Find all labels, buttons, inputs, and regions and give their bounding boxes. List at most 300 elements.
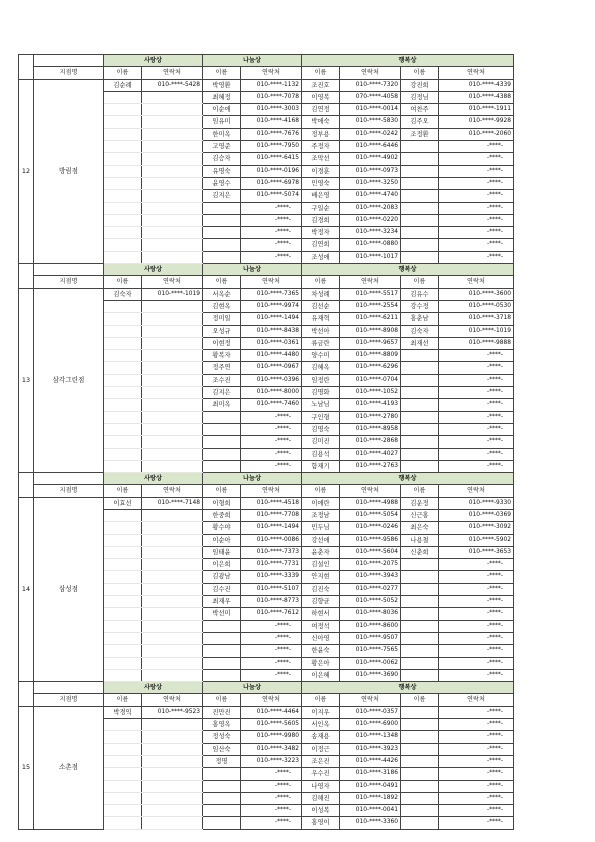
haengbok1-winner-name: 차성례 (302, 288, 340, 300)
name-column-header: 이름 (104, 276, 142, 288)
nanum-winner-phone: -****- (241, 620, 302, 632)
sarang-winner-phone (142, 251, 203, 263)
nanum-winner-name: 윤영수 (203, 177, 241, 189)
sarang-winner-phone (142, 448, 203, 460)
haengbok2-winner-phone: -****- (439, 362, 514, 374)
sarang-winner-name (104, 817, 142, 829)
sarang-winner-name (104, 743, 142, 755)
nanum-winner-name: 이현정 (203, 337, 241, 349)
name-column-header: 이름 (401, 276, 439, 288)
haengbok1-winner-name: 조정남 (302, 509, 340, 521)
sarang-winner-phone (142, 165, 203, 177)
haengbok2-winner-phone: -****- (439, 214, 514, 226)
haengbok2-winner-name (401, 177, 439, 189)
nanum-winner-phone: 010-****-0361 (241, 337, 302, 349)
nanum-winner-name (203, 817, 241, 829)
haengbok1-winner-phone: 010-****-6211 (340, 313, 401, 325)
haengbok1-winner-name: 조성애 (302, 251, 340, 263)
haengbok2-winner-phone: 010-****-9330 (439, 497, 514, 509)
haengbok1-winner-phone: 010-****-8958 (340, 423, 401, 435)
nanum-winner-name (203, 780, 241, 792)
award-contact-sheet (18, 54, 513, 830)
group-haengbok: 행복상 (302, 55, 514, 67)
haengbok1-winner-phone: 010-****-2083 (340, 202, 401, 214)
nanum-winner-phone: 010-****-1494 (241, 313, 302, 325)
nanum-winner-phone: -****- (241, 436, 302, 448)
sarang-winner-phone (142, 645, 203, 657)
phone-column-header: 연락처 (439, 694, 514, 706)
haengbok1-winner-name: 박애숙 (302, 116, 340, 128)
sarang-winner-name (104, 190, 142, 202)
sarang-winner-phone: 010-****-5428 (142, 79, 203, 91)
sarang-winner-name: 박경익 (104, 706, 142, 718)
haengbok1-winner-phone: 010-****-0357 (340, 706, 401, 718)
sarang-winner-phone (142, 202, 203, 214)
table-row (19, 497, 514, 509)
nanum-winner-phone: -****- (241, 669, 302, 681)
nanum-winner-name: 한미옥 (203, 128, 241, 140)
haengbok1-winner-phone: 010-****-8036 (340, 608, 401, 620)
nanum-winner-name: 이순아 (203, 534, 241, 546)
sarang-winner-name (104, 669, 142, 681)
nanum-winner-phone: -****- (241, 227, 302, 239)
haengbok2-winner-name (401, 669, 439, 681)
haengbok2-winner-name: 최은숙 (401, 522, 439, 534)
haengbok1-winner-phone: 010-****-2554 (340, 300, 401, 312)
haengbok2-winner-phone: -****- (439, 350, 514, 362)
haengbok1-winner-name: 김명화 (302, 387, 340, 399)
haengbok2-winner-name (401, 608, 439, 620)
haengbok1-winner-name: 정부용 (302, 128, 340, 140)
haengbok2-winner-phone: 010-****-4339 (439, 79, 514, 91)
sarang-winner-name: 김숙자 (104, 288, 142, 300)
haengbok2-winner-phone: -****- (439, 792, 514, 804)
phone-column-header: 연락처 (241, 485, 302, 497)
nanum-winner-phone: 010-****-7373 (241, 546, 302, 558)
nanum-winner-phone: 010-****-0086 (241, 534, 302, 546)
sarang-winner-name (104, 522, 142, 534)
sarang-winner-name (104, 792, 142, 804)
haengbok2-winner-name: 김정님 (401, 91, 439, 103)
nanum-winner-phone: 010-****-7950 (241, 141, 302, 153)
branch-name: 삼성점 (34, 497, 104, 681)
nanum-winner-phone: -****- (241, 423, 302, 435)
haengbok1-winner-phone: 010-****-4193 (340, 399, 401, 411)
haengbok2-winner-phone: 010-****-4388 (439, 91, 514, 103)
sarang-winner-phone (142, 559, 203, 571)
nanum-winner-phone: 010-****-0196 (241, 165, 302, 177)
sarang-winner-name (104, 719, 142, 731)
haengbok2-winner-name (401, 596, 439, 608)
haengbok2-winner-phone: -****- (439, 460, 514, 472)
nanum-winner-name (203, 411, 241, 423)
nanum-winner-name: 김지은 (203, 190, 241, 202)
phone-column-header: 연락처 (142, 694, 203, 706)
nanum-winner-name: 이순애 (203, 104, 241, 116)
haengbok2-winner-phone: -****- (439, 768, 514, 780)
phone-column-header: 연락처 (241, 276, 302, 288)
haengbok1-winner-phone: 010-****-3923 (340, 743, 401, 755)
table-row (19, 706, 514, 718)
sarang-winner-name (104, 300, 142, 312)
haengbok2-winner-phone: 010-****-3718 (439, 313, 514, 325)
haengbok2-winner-phone: -****- (439, 706, 514, 718)
haengbok2-winner-name (401, 620, 439, 632)
sarang-winner-phone (142, 731, 203, 743)
haengbok2-winner-name: 김숙자 (401, 325, 439, 337)
haengbok2-winner-name (401, 448, 439, 460)
sarang-winner-name: 이효선 (104, 497, 142, 509)
haengbok2-winner-phone: -****- (439, 755, 514, 767)
sarang-winner-name (104, 448, 142, 460)
nanum-winner-name: 김현옥 (203, 300, 241, 312)
sarang-winner-name (104, 657, 142, 669)
column-header-row (19, 67, 514, 79)
nanum-winner-phone: -****- (241, 792, 302, 804)
award-group-header-row (19, 682, 514, 694)
haengbok1-winner-phone: 010-****-8600 (340, 620, 401, 632)
haengbok1-winner-phone: 010-****-3186 (340, 768, 401, 780)
haengbok2-winner-phone: -****- (439, 817, 514, 829)
branch-blank-cell (34, 55, 104, 67)
sarang-winner-phone (142, 141, 203, 153)
haengbok2-winner-name (401, 190, 439, 202)
branch-name: 방림점 (34, 79, 104, 263)
haengbok1-winner-phone: 010-****-7565 (340, 645, 401, 657)
section-number: 12 (19, 79, 34, 263)
haengbok2-winner-name (401, 387, 439, 399)
sarang-winner-name (104, 583, 142, 595)
haengbok2-winner-phone: -****- (439, 423, 514, 435)
nanum-winner-phone: 010-****-7460 (241, 399, 302, 411)
haengbok1-winner-name: 김경희 (302, 214, 340, 226)
sarang-winner-phone (142, 583, 203, 595)
haengbok1-winner-phone: 010-****-1348 (340, 731, 401, 743)
table-row (19, 79, 514, 91)
sarang-winner-name (104, 177, 142, 189)
nanum-winner-phone: 010-****-9974 (241, 300, 302, 312)
haengbok1-winner-name: 박선아 (302, 325, 340, 337)
haengbok1-winner-name: 송재용 (302, 731, 340, 743)
name-column-header: 이름 (302, 276, 340, 288)
haengbok2-winner-phone: -****- (439, 387, 514, 399)
haengbok2-winner-name (401, 350, 439, 362)
haengbok1-winner-name: 김해진 (302, 792, 340, 804)
haengbok1-winner-name: 이성복 (302, 805, 340, 817)
haengbok1-winner-name: 여정석 (302, 620, 340, 632)
haengbok2-winner-name (401, 399, 439, 411)
sarang-winner-phone (142, 608, 203, 620)
haengbok1-winner-phone: 010-****-0062 (340, 657, 401, 669)
sarang-winner-phone (142, 460, 203, 472)
haengbok2-winner-name (401, 805, 439, 817)
haengbok2-winner-name: 강진희 (401, 79, 439, 91)
column-header-row (19, 694, 514, 706)
sarang-winner-phone (142, 546, 203, 558)
sarang-winner-name (104, 116, 142, 128)
nanum-winner-phone: -****- (241, 411, 302, 423)
sarang-winner-name (104, 423, 142, 435)
nanum-winner-name: 김승자 (203, 153, 241, 165)
nanum-winner-name (203, 792, 241, 804)
sarang-winner-phone (142, 632, 203, 644)
haengbok2-winner-phone: -****- (439, 669, 514, 681)
nanum-winner-name: 서옥순 (203, 288, 241, 300)
haengbok1-winner-phone: 010-****-2075 (340, 559, 401, 571)
haengbok1-winner-phone: 010-****-5830 (340, 116, 401, 128)
haengbok1-winner-phone: 010-****-3360 (340, 817, 401, 829)
haengbok1-winner-name: 안지현 (302, 571, 340, 583)
sarang-winner-name (104, 153, 142, 165)
haengbok2-winner-name (401, 706, 439, 718)
number-blank-cell (19, 55, 34, 80)
name-column-header: 이름 (401, 67, 439, 79)
haengbok2-winner-phone: -****- (439, 436, 514, 448)
nanum-winner-phone: -****- (241, 251, 302, 263)
haengbok2-winner-phone: -****- (439, 190, 514, 202)
nanum-winner-name: 최혜정 (203, 91, 241, 103)
haengbok1-winner-phone: 010-****-0491 (340, 780, 401, 792)
nanum-winner-name: 조수진 (203, 374, 241, 386)
haengbok1-winner-phone: 010-****-2780 (340, 411, 401, 423)
haengbok1-winner-name: 임정란 (302, 374, 340, 386)
nanum-winner-phone: 010-****-8438 (241, 325, 302, 337)
nanum-winner-phone: 010-****-1494 (241, 522, 302, 534)
nanum-winner-phone: 010-****-5107 (241, 583, 302, 595)
haengbok2-winner-name (401, 239, 439, 251)
haengbok2-winner-phone: -****- (439, 399, 514, 411)
sarang-winner-phone (142, 362, 203, 374)
sarang-winner-phone (142, 792, 203, 804)
nanum-winner-name (203, 632, 241, 644)
nanum-winner-phone: 010-****-1132 (241, 79, 302, 91)
nanum-winner-name (203, 669, 241, 681)
haengbok2-winner-phone: 010-****-9928 (439, 116, 514, 128)
haengbok2-winner-name: 신근홍 (401, 509, 439, 521)
sarang-winner-phone (142, 817, 203, 829)
haengbok2-winner-phone: -****- (439, 141, 514, 153)
haengbok2-winner-name (401, 559, 439, 571)
sarang-winner-name (104, 325, 142, 337)
haengbok2-winner-phone: -****- (439, 596, 514, 608)
award-group-header-row (19, 264, 514, 276)
nanum-winner-phone: 010-****-0396 (241, 374, 302, 386)
haengbok1-winner-phone: 010-****-3234 (340, 227, 401, 239)
nanum-winner-phone: 010-****-8773 (241, 596, 302, 608)
haengbok2-winner-name (401, 632, 439, 644)
haengbok1-winner-name: 김미진 (302, 436, 340, 448)
haengbok1-winner-phone: 010-****-5604 (340, 546, 401, 558)
haengbok2-winner-name: 나용철 (401, 534, 439, 546)
phone-column-header: 연락처 (439, 67, 514, 79)
haengbok1-winner-name: 이애란 (302, 497, 340, 509)
nanum-winner-phone: 010-****-3482 (241, 743, 302, 755)
nanum-winner-phone: -****- (241, 657, 302, 669)
sarang-winner-name (104, 780, 142, 792)
haengbok1-winner-phone: 010-****-4426 (340, 755, 401, 767)
sarang-winner-phone (142, 411, 203, 423)
sarang-winner-phone (142, 620, 203, 632)
haengbok2-winner-phone: -****- (439, 743, 514, 755)
haengbok1-winner-name: 홍영이 (302, 817, 340, 829)
group-nanum: 나눔상 (203, 264, 302, 276)
column-header-row (19, 485, 514, 497)
haengbok2-winner-name (401, 423, 439, 435)
haengbok1-winner-name: 구인형 (302, 411, 340, 423)
name-column-header: 이름 (104, 485, 142, 497)
haengbok2-winner-name (401, 214, 439, 226)
haengbok1-winner-name: 윤춘자 (302, 546, 340, 558)
phone-column-header: 연락처 (439, 485, 514, 497)
haengbok2-winner-name (401, 755, 439, 767)
nanum-winner-name (203, 805, 241, 817)
haengbok2-winner-phone: -****- (439, 583, 514, 595)
nanum-winner-name (203, 448, 241, 460)
branch-column-header: 지점명 (34, 67, 104, 79)
branch-column-header: 지점명 (34, 276, 104, 288)
haengbok2-winner-phone: 010-****-0369 (439, 509, 514, 521)
haengbok1-winner-name: 이지우 (302, 706, 340, 718)
nanum-winner-name: 정명 (203, 755, 241, 767)
nanum-winner-phone: 010-****-4168 (241, 116, 302, 128)
group-haengbok: 행복상 (302, 682, 514, 694)
nanum-winner-name: 황복자 (203, 350, 241, 362)
nanum-winner-phone: 010-****-7078 (241, 91, 302, 103)
haengbok2-winner-name: 여찬주 (401, 104, 439, 116)
number-blank-cell (19, 264, 34, 289)
branch-name: 삼각그린점 (34, 288, 104, 472)
sarang-winner-phone (142, 177, 203, 189)
nanum-winner-name: 박영환 (203, 79, 241, 91)
sarang-winner-name (104, 546, 142, 558)
haengbok2-winner-name (401, 460, 439, 472)
nanum-winner-phone: 010-****-8000 (241, 387, 302, 399)
nanum-winner-name (203, 202, 241, 214)
sarang-winner-name (104, 731, 142, 743)
haengbok1-winner-phone: 010-****-1017 (340, 251, 401, 263)
name-column-header: 이름 (203, 276, 241, 288)
nanum-winner-name (203, 620, 241, 632)
haengbok2-winner-name (401, 571, 439, 583)
section-number: 13 (19, 288, 34, 472)
group-sarang: 사랑상 (104, 473, 203, 485)
nanum-winner-phone: 010-****-7612 (241, 608, 302, 620)
haengbok2-winner-name (401, 645, 439, 657)
haengbok1-winner-name: 김명숙 (302, 423, 340, 435)
nanum-winner-phone: 010-****-7365 (241, 288, 302, 300)
haengbok2-winner-phone: -****- (439, 448, 514, 460)
haengbok2-winner-phone: -****- (439, 620, 514, 632)
nanum-winner-phone: 010-****-5074 (241, 190, 302, 202)
haengbok2-winner-phone: 010-****-0530 (439, 300, 514, 312)
haengbok1-winner-name: 이은혜 (302, 669, 340, 681)
nanum-winner-name: 정주연 (203, 362, 241, 374)
sarang-winner-phone (142, 350, 203, 362)
haengbok1-winner-name: 강선애 (302, 534, 340, 546)
haengbok2-winner-name (401, 817, 439, 829)
sarang-winner-phone (142, 337, 203, 349)
sarang-winner-name (104, 227, 142, 239)
nanum-winner-phone: 010-****-3339 (241, 571, 302, 583)
haengbok1-winner-phone: 010-****-0041 (340, 805, 401, 817)
nanum-winner-name: 임산숙 (203, 743, 241, 755)
haengbok2-winner-phone: -****- (439, 559, 514, 571)
haengbok2-winner-phone: -****- (439, 411, 514, 423)
phone-column-header: 연락처 (340, 67, 401, 79)
haengbok2-winner-name (401, 141, 439, 153)
haengbok2-winner-phone: -****- (439, 374, 514, 386)
haengbok2-winner-phone: -****- (439, 227, 514, 239)
sarang-winner-name (104, 362, 142, 374)
haengbok1-winner-phone: 010-****-0242 (340, 128, 401, 140)
haengbok2-winner-name (401, 792, 439, 804)
haengbok1-winner-name: 조진호 (302, 79, 340, 91)
haengbok2-winner-name: 최재선 (401, 337, 439, 349)
sarang-winner-name (104, 337, 142, 349)
nanum-winner-name: 이은희 (203, 559, 241, 571)
haengbok1-winner-phone: 010-****-9507 (340, 632, 401, 644)
haengbok2-winner-name: 강수정 (401, 300, 439, 312)
sarang-winner-name (104, 387, 142, 399)
haengbok2-winner-phone: -****- (439, 731, 514, 743)
haengbok2-winner-name (401, 743, 439, 755)
haengbok1-winner-phone: 010-****-8908 (340, 325, 401, 337)
group-sarang: 사랑상 (104, 264, 203, 276)
sarang-winner-phone (142, 522, 203, 534)
nanum-winner-name: 고영준 (203, 141, 241, 153)
haengbok2-winner-name (401, 411, 439, 423)
nanum-winner-name: 오성규 (203, 325, 241, 337)
nanum-winner-phone: 010-****-7676 (241, 128, 302, 140)
section-number: 15 (19, 706, 34, 829)
haengbok1-winner-name: 한윤숙 (302, 645, 340, 657)
phone-column-header: 연락처 (241, 67, 302, 79)
sarang-winner-name (104, 128, 142, 140)
haengbok2-winner-phone: -****- (439, 239, 514, 251)
nanum-winner-name: 박선미 (203, 608, 241, 620)
nanum-winner-phone: -****- (241, 805, 302, 817)
haengbok1-winner-name: 박정자 (302, 227, 340, 239)
sarang-winner-name: 김순례 (104, 79, 142, 91)
branch-name: 소촌점 (34, 706, 104, 829)
nanum-winner-phone: -****- (241, 645, 302, 657)
nanum-winner-name: 김지은 (203, 387, 241, 399)
number-blank-cell (19, 473, 34, 498)
haengbok1-winner-phone: 010-****-6296 (340, 362, 401, 374)
sarang-winner-name (104, 645, 142, 657)
haengbok2-winner-phone: -****- (439, 719, 514, 731)
haengbok2-winner-name (401, 436, 439, 448)
phone-column-header: 연락처 (439, 276, 514, 288)
sarang-winner-name (104, 534, 142, 546)
haengbok1-winner-name: 서인옥 (302, 719, 340, 731)
haengbok1-winner-phone: 010-****-8809 (340, 350, 401, 362)
name-column-header: 이름 (104, 694, 142, 706)
haengbok1-winner-name: 구일순 (302, 202, 340, 214)
sarang-winner-name (104, 350, 142, 362)
nanum-winner-phone: 010-****-6415 (241, 153, 302, 165)
nanum-winner-phone: -****- (241, 448, 302, 460)
nanum-winner-name: 임유미 (203, 116, 241, 128)
haengbok1-winner-name: 조은진 (302, 755, 340, 767)
sarang-winner-name (104, 632, 142, 644)
haengbok1-winner-phone: 010-****-0277 (340, 583, 401, 595)
haengbok1-winner-phone: 010-****-0704 (340, 374, 401, 386)
sarang-winner-name (104, 91, 142, 103)
nanum-winner-phone: -****- (241, 239, 302, 251)
number-blank-cell (19, 682, 34, 707)
haengbok2-winner-phone: -****- (439, 632, 514, 644)
